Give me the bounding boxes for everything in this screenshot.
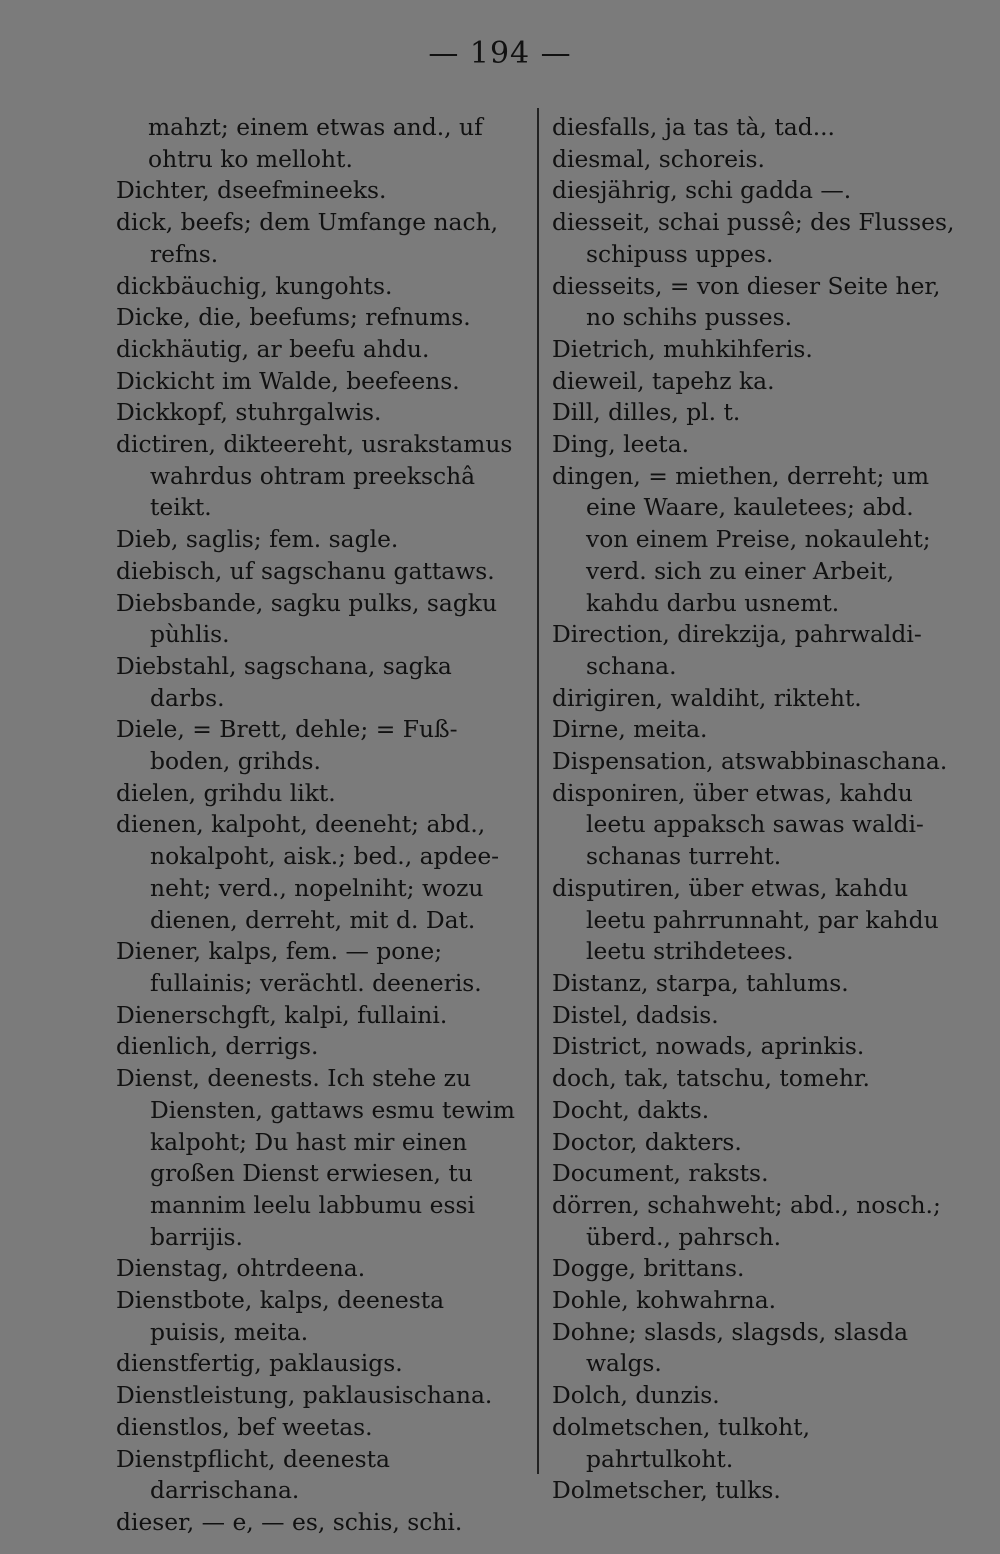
dictionary-entry: dieser, — e, — es, schis, schi. <box>116 1507 463 1536</box>
dictionary-entry: Diebstahl, sagschana, sagka darbs. <box>116 651 452 712</box>
dictionary-entry: diesjährig, schi gadda —. <box>552 176 852 205</box>
dictionary-entry: diesseit, schai pussê; des Flusses, schipuss uppes. <box>552 208 955 268</box>
dictionary-entry: disputiren, über etwas, kahdu leetu pahrrunnaht, par kahdu leetu strihdetees. <box>552 873 939 966</box>
dictionary-entry: Dispensation, atswabbinaschana. <box>552 747 948 776</box>
dictionary-entry: dieweil, tapehz ka. <box>552 366 775 395</box>
dictionary-entry: dickhäutig, ar beefu ahdu. <box>116 334 430 363</box>
dictionary-entry: diesseits, = von dieser Seite her, no schihs pusses. <box>552 271 941 332</box>
dictionary-entry: Dichter, dseefmineeks. <box>116 176 387 205</box>
dictionary-entry: Diebsbande, sagku pulks, sagku pùhlis. <box>116 588 498 649</box>
dictionary-entry: Dohne; slasds, slagsds, slasda walgs. <box>552 1317 909 1378</box>
dictionary-entry: dick, beefs; dem Umfange nach, refns. <box>116 208 499 268</box>
dictionary-entry: dienstlos, bef weetas. <box>116 1412 373 1441</box>
dictionary-entry: disponiren, über etwas, kahdu leetu appaksch sawas waldi-schanas turreht. <box>552 778 924 871</box>
dictionary-entry: Dirne, meita. <box>552 715 708 744</box>
dictionary-entry: Diener, kalps, fem. — pone; fullainis; verächtl. deeneris. <box>116 937 482 997</box>
dictionary-entry: Dienst, deenests. Ich stehe zu Diensten, gattaws esmu tewim kalpoht; Du hast mir einen großen Dienst erwiesen, tu mannim leelu labbumu essi barrijis. <box>116 1064 515 1251</box>
dictionary-entry: Dienstbote, kalps, deenesta puisis, meita. <box>116 1286 445 1346</box>
dictionary-entry: Dolmetscher, tulks. <box>552 1476 781 1505</box>
dictionary-entry: Distel, dadsis. <box>552 1000 719 1029</box>
dictionary-entry: dielen, grihdu likt. <box>116 778 336 807</box>
page-number: — 194 — <box>428 36 572 71</box>
right-column <box>552 112 960 1507</box>
dictionary-entry: diebisch, uf sagschanu gattaws. <box>116 556 495 585</box>
dictionary-entry: Dickicht im Walde, beefeens. <box>116 366 460 395</box>
dictionary-entry: Dicke, die, beefums; refnums. <box>116 303 471 332</box>
dictionary-entry: dingen, = miethen, derreht; um eine Waare, kauletees; abd. von einem Preise, nokauleht; verd. sich zu einer Arbeit, kahdu darbu usnemt. <box>552 461 931 617</box>
dictionary-entry: Dienerschgft, kalpi, fullaini. <box>116 1000 448 1029</box>
dictionary-entry: diesmal, schoreis. <box>552 144 765 173</box>
dictionary-entry: Dill, dilles, pl. t. <box>552 398 741 427</box>
dictionary-entry: dirigiren, waldiht, rikteht. <box>552 683 862 712</box>
dictionary-entry: doch, tak, tatschu, tomehr. <box>552 1064 870 1093</box>
dictionary-entry: Docht, dakts. <box>552 1095 710 1124</box>
dictionary-entry: dickbäuchig, kungohts. <box>116 271 393 300</box>
dictionary-entry: Direction, direkzija, pahrwaldi-schana. <box>552 620 922 680</box>
dictionary-entry: Dietrich, muhkihferis. <box>552 334 813 363</box>
dictionary-entry: Dienstleistung, paklausischana. <box>116 1381 493 1410</box>
dictionary-entry: District, nowads, aprinkis. <box>552 1032 865 1061</box>
dictionary-entry: Dickkopf, stuhrgalwis. <box>116 398 382 427</box>
dictionary-entry: Dieb, saglis; fem. sagle. <box>116 525 399 554</box>
dictionary-entry: dienlich, derrigs. <box>116 1032 319 1061</box>
left-column <box>116 112 520 1539</box>
dictionary-entry: Dolch, dunzis. <box>552 1381 720 1410</box>
dictionary-entry: dolmetschen, tulkoht, pahrtulkoht. <box>552 1412 811 1473</box>
dictionary-entry: Dienstpflicht, deenesta darrischana. <box>116 1444 390 1505</box>
dictionary-entry: Diele, = Brett, dehle; = Fuß-boden, grihds. <box>116 715 458 776</box>
dictionary-entry: Document, raksts. <box>552 1159 769 1188</box>
dictionary-entry: diesfalls, ja tas tà, tad... <box>552 113 835 141</box>
dictionary-entry: Dogge, brittans. <box>552 1254 745 1283</box>
column-divider <box>537 108 539 1474</box>
dictionary-entry: Doctor, dakters. <box>552 1127 742 1156</box>
dictionary-entry: dienen, kalpoht, deeneht; abd., nokalpoht, aisk.; bed., apdee-neht; verd., nopelniht; wozu dienen, derreht, mit d. Dat. <box>116 810 500 934</box>
dictionary-entry: mahzt; einem etwas and., uf ohtru ko melloht. <box>148 113 483 173</box>
dictionary-entry: Ding, leeta. <box>552 430 690 459</box>
dictionary-entry: Dienstag, ohtrdeena. <box>116 1254 366 1283</box>
dictionary-entry: dictiren, dikteereht, usrakstamus wahrdus ohtram preekschâ teikt. <box>116 430 513 522</box>
dictionary-entry: Dohle, kohwahrna. <box>552 1286 777 1315</box>
dictionary-entry: Distanz, starpa, tahlums. <box>552 968 849 997</box>
dictionary-entry: dienstfertig, paklausigs. <box>116 1349 403 1378</box>
dictionary-entry: dörren, schahweht; abd., nosch.; überd., pahrsch. <box>552 1190 941 1251</box>
